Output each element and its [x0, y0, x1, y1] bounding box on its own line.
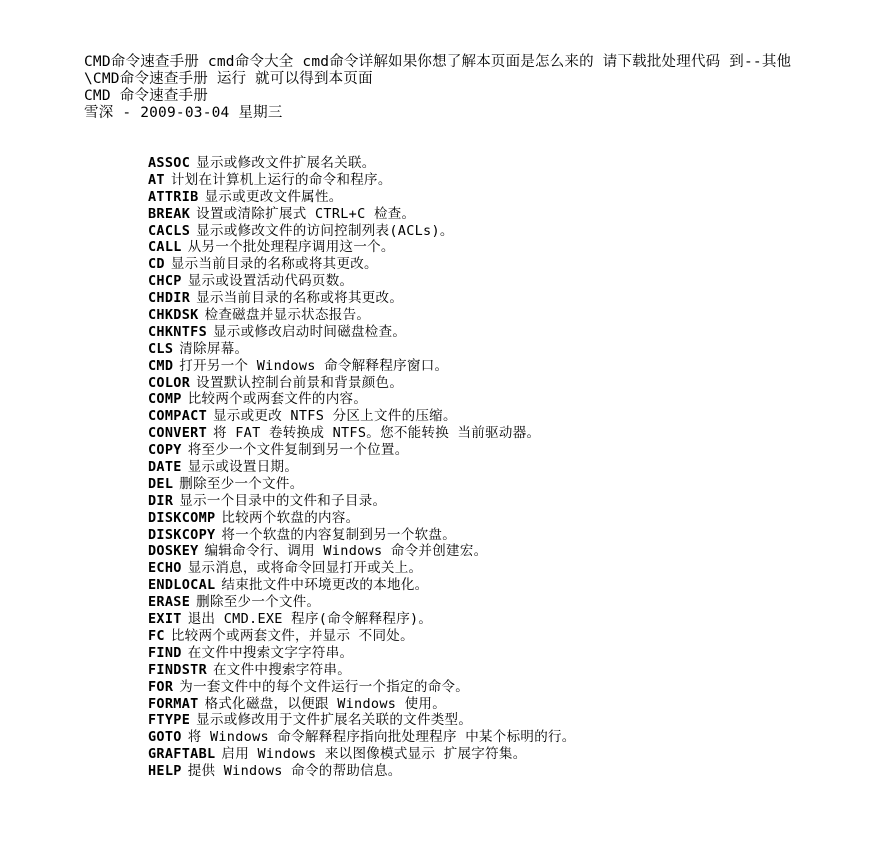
command-list	[148, 155, 848, 780]
command-name: CACLS	[148, 222, 191, 239]
command-entry	[148, 560, 848, 577]
command-description: 显示当前目录的名称或将其更改。	[196, 290, 404, 307]
command-entry	[148, 375, 848, 392]
command-name: FTYPE	[148, 712, 191, 729]
command-name: DEL	[148, 475, 174, 492]
command-name: CHDIR	[148, 290, 191, 307]
command-entry	[148, 290, 848, 307]
command-description: 显示消息，或将命令回显打开或关上。	[187, 560, 423, 577]
command-description: 将 FAT 卷转换成 NTFS。您不能转换 当前驱动器。	[213, 425, 541, 442]
command-name: CHKDSK	[148, 307, 199, 324]
command-description: 设置或清除扩展式 CTRL+C 检查。	[196, 205, 416, 222]
command-description: 删除至少一个文件。	[196, 594, 321, 611]
command-name: CMD	[148, 357, 174, 374]
command-entry	[148, 172, 848, 189]
command-name: GRAFTABL	[148, 746, 216, 763]
command-name: CALL	[148, 239, 182, 256]
command-entry	[148, 189, 848, 206]
command-description: 显示或更改文件属性。	[204, 188, 343, 205]
command-name: ATTRIB	[148, 188, 199, 205]
command-entry	[148, 543, 848, 560]
command-entry	[148, 628, 848, 645]
command-description: 显示或设置活动代码页数。	[187, 273, 354, 290]
command-description: 提供 Windows 命令的帮助信息。	[187, 763, 402, 780]
command-description: 将至少一个文件复制到另一个位置。	[187, 442, 409, 459]
command-name: GOTO	[148, 729, 182, 746]
command-name: DISKCOPY	[148, 526, 216, 543]
command-description: 编辑命令行、调用 Windows 命令并创建宏。	[204, 543, 488, 560]
command-entry	[148, 341, 848, 358]
command-description: 比较两个或两套文件的内容。	[187, 391, 368, 408]
byline: 雪深 - 2009-03-04 星期三	[84, 105, 283, 121]
command-name: AT	[148, 171, 165, 188]
command-description: 比较两个软盘的内容。	[221, 509, 360, 526]
command-entry	[148, 408, 848, 425]
command-entry	[148, 510, 848, 527]
command-name: FOR	[148, 678, 174, 695]
command-name: ENDLOCAL	[148, 577, 216, 594]
command-entry	[148, 729, 848, 746]
command-description: 删除至少一个文件。	[179, 475, 304, 492]
command-name: CHCP	[148, 273, 182, 290]
command-entry	[148, 662, 848, 679]
command-name: DIR	[148, 492, 174, 509]
command-description: 启用 Windows 来以图像模式显示 扩展字符集。	[221, 746, 527, 763]
command-description: 在文件中搜索文字字符串。	[187, 644, 354, 661]
command-name: HELP	[148, 763, 182, 780]
command-name: CHKNTFS	[148, 323, 207, 340]
command-entry	[148, 594, 848, 611]
command-description: 结束批文件中环境更改的本地化。	[221, 577, 429, 594]
command-entry	[148, 679, 848, 696]
document-header	[84, 54, 804, 122]
command-entry	[148, 206, 848, 223]
command-entry	[148, 577, 848, 594]
command-entry	[148, 696, 848, 713]
command-description: 将 Windows 命令解释程序指向批处理程序 中某个标明的行。	[187, 729, 576, 746]
command-entry	[148, 476, 848, 493]
command-name: COLOR	[148, 374, 191, 391]
command-description: 打开另一个 Windows 命令解释程序窗口。	[179, 357, 449, 374]
command-entry	[148, 763, 848, 780]
command-description: 格式化磁盘，以便跟 Windows 使用。	[204, 695, 447, 712]
command-description: 显示当前目录的名称或将其更改。	[170, 256, 378, 273]
command-name: FORMAT	[148, 695, 199, 712]
command-description: 为一套文件中的每个文件运行一个指定的命令。	[179, 678, 470, 695]
command-description: 将一个软盘的内容复制到另一个软盘。	[221, 526, 457, 543]
command-name: CLS	[148, 340, 174, 357]
command-description: 在文件中搜索字符串。	[213, 661, 351, 678]
command-name: CONVERT	[148, 425, 207, 442]
command-description: 比较两个或两套文件，并显示 不同处。	[170, 627, 414, 644]
command-name: BREAK	[148, 205, 191, 222]
command-entry	[148, 712, 848, 729]
command-name: FC	[148, 627, 165, 644]
command-entry	[148, 493, 848, 510]
command-description: 显示或修改用于文件扩展名关联的文件类型。	[196, 712, 473, 729]
command-description: 从另一个批处理程序调用这一个。	[187, 239, 395, 256]
command-description: 显示或修改文件扩展名关联。	[196, 155, 376, 171]
command-description: 显示或更改 NTFS 分区上文件的压缩。	[213, 408, 457, 425]
command-entry	[148, 442, 848, 459]
command-name: CD	[148, 256, 165, 273]
command-entry	[148, 645, 848, 662]
command-entry	[148, 324, 848, 341]
command-entry	[148, 155, 848, 172]
intro-paragraph: CMD命令速查手册 cmd命令大全 cmd命令详解如果你想了解本页面是怎么来的 请下载批处理代码 到--其他\CMD命令速查手册 运行 就可以得到本页面	[84, 54, 792, 87]
command-name: ASSOC	[148, 155, 191, 171]
command-entry	[148, 527, 848, 544]
command-name: FIND	[148, 644, 182, 661]
command-name: COMP	[148, 391, 182, 408]
command-name: DISKCOMP	[148, 509, 216, 526]
command-name: COMPACT	[148, 408, 207, 425]
command-name: ERASE	[148, 594, 191, 611]
command-description: 清除屏幕。	[179, 340, 249, 357]
command-entry	[148, 391, 848, 408]
command-name: FINDSTR	[148, 661, 207, 678]
command-name: COPY	[148, 442, 182, 459]
command-name: DATE	[148, 459, 182, 476]
command-description: 显示或设置日期。	[187, 459, 299, 476]
command-name: EXIT	[148, 611, 182, 628]
document-title: CMD 命令速查手册	[84, 88, 208, 104]
command-description: 显示或修改启动时间磁盘检查。	[213, 323, 407, 340]
command-entry	[148, 358, 848, 375]
command-description: 退出 CMD.EXE 程序(命令解释程序)。	[187, 611, 433, 628]
command-entry	[148, 239, 848, 256]
command-entry	[148, 611, 848, 628]
command-entry	[148, 459, 848, 476]
command-entry	[148, 223, 848, 240]
command-description: 计划在计算机上运行的命令和程序。	[170, 171, 392, 188]
command-description: 显示或修改文件的访问控制列表(ACLs)。	[196, 222, 454, 239]
command-entry	[148, 746, 848, 763]
command-description: 检查磁盘并显示状态报告。	[204, 307, 371, 324]
command-description: 设置默认控制台前景和背景颜色。	[196, 374, 404, 391]
command-entry	[148, 307, 848, 324]
command-name: DOSKEY	[148, 543, 199, 560]
command-entry	[148, 425, 848, 442]
command-name: ECHO	[148, 560, 182, 577]
command-entry	[148, 273, 848, 290]
command-entry	[148, 256, 848, 273]
command-description: 显示一个目录中的文件和子目录。	[179, 492, 387, 509]
